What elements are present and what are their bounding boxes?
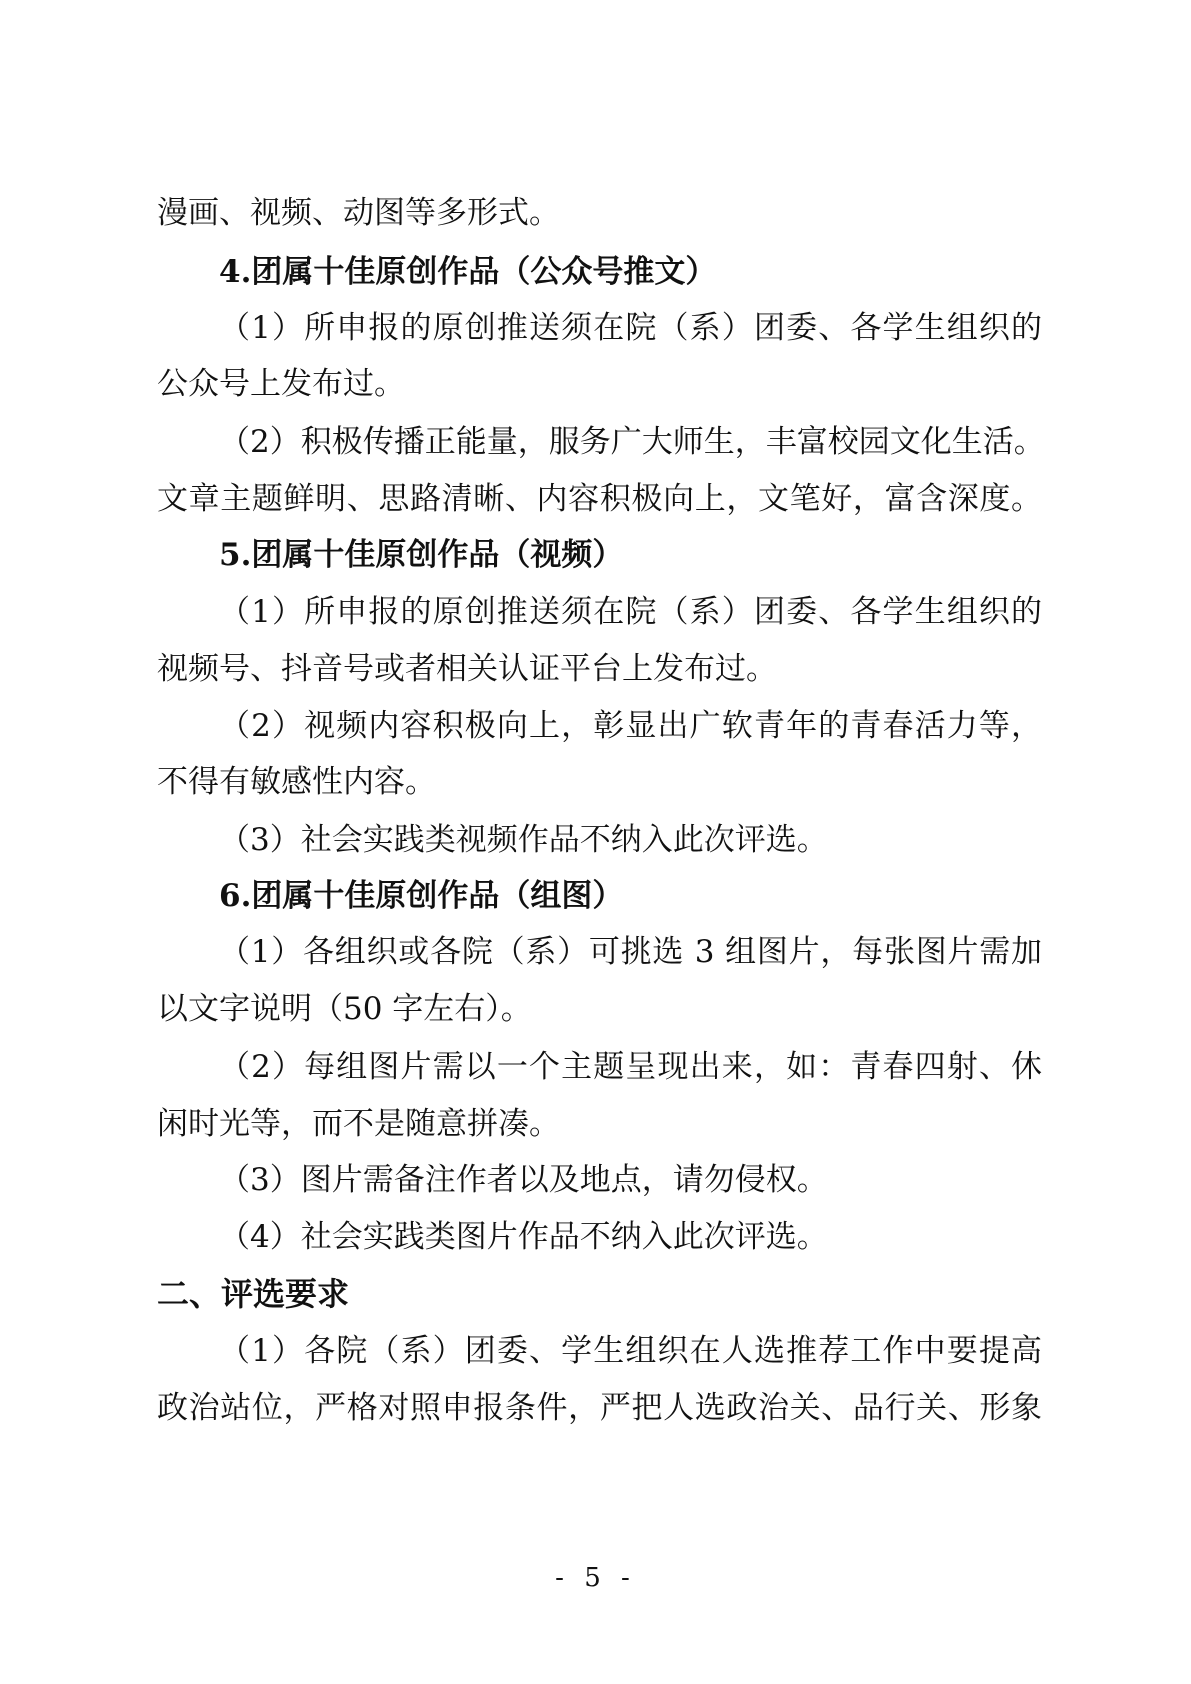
paragraph-line: 视频号、抖音号或者相关认证平台上发布过。: [157, 651, 777, 687]
paragraph-line: 漫画、视频、动图等多形式。: [157, 195, 560, 231]
paragraph-line: （1）各组织或各院（系）可挑选 3 组图片，每张图片需加: [219, 934, 1042, 970]
paragraph-line: （2）每组图片需以一个主题呈现出来，如：青春四射、休: [219, 1049, 1042, 1085]
paragraph-line: 不得有敏感性内容。: [157, 764, 436, 800]
section-heading-5: 5.团属十佳原创作品（视频）: [219, 537, 624, 573]
paragraph-line: （3）图片需备注作者以及地点，请勿侵权。: [219, 1162, 828, 1198]
paragraph-line: 以文字说明（50 字左右）。: [157, 991, 532, 1027]
paragraph-line: （1）所申报的原创推送须在院（系）团委、各学生组织的: [219, 310, 1042, 346]
paragraph-line: 闲时光等，而不是随意拼凑。: [157, 1106, 560, 1142]
paragraph-line: （1）所申报的原创推送须在院（系）团委、各学生组织的: [219, 594, 1042, 630]
paragraph-line: 政治站位，严格对照申报条件，严把人选政治关、品行关、形象: [157, 1390, 1042, 1426]
section-heading-6: 6.团属十佳原创作品（组图）: [219, 878, 624, 914]
chapter-heading: 二、评选要求: [157, 1275, 350, 1313]
paragraph-line: （3）社会实践类视频作品不纳入此次评选。: [219, 822, 828, 858]
page-number: - 5 -: [555, 1563, 636, 1593]
paragraph-line: 文章主题鲜明、思路清晰、内容积极向上，文笔好，富含深度。: [157, 481, 1042, 517]
paragraph-line: （2）积极传播正能量，服务广大师生，丰富校园文化生活。: [219, 424, 1045, 460]
paragraph-line: 公众号上发布过。: [157, 366, 405, 402]
paragraph-line: （1）各院（系）团委、学生组织在人选推荐工作中要提高: [219, 1333, 1042, 1369]
paragraph-line: （4）社会实践类图片作品不纳入此次评选。: [219, 1219, 828, 1255]
section-heading-4: 4.团属十佳原创作品（公众号推文）: [219, 254, 717, 290]
paragraph-line: （2）视频内容积极向上，彰显出广软青年的青春活力等，: [219, 708, 1042, 744]
